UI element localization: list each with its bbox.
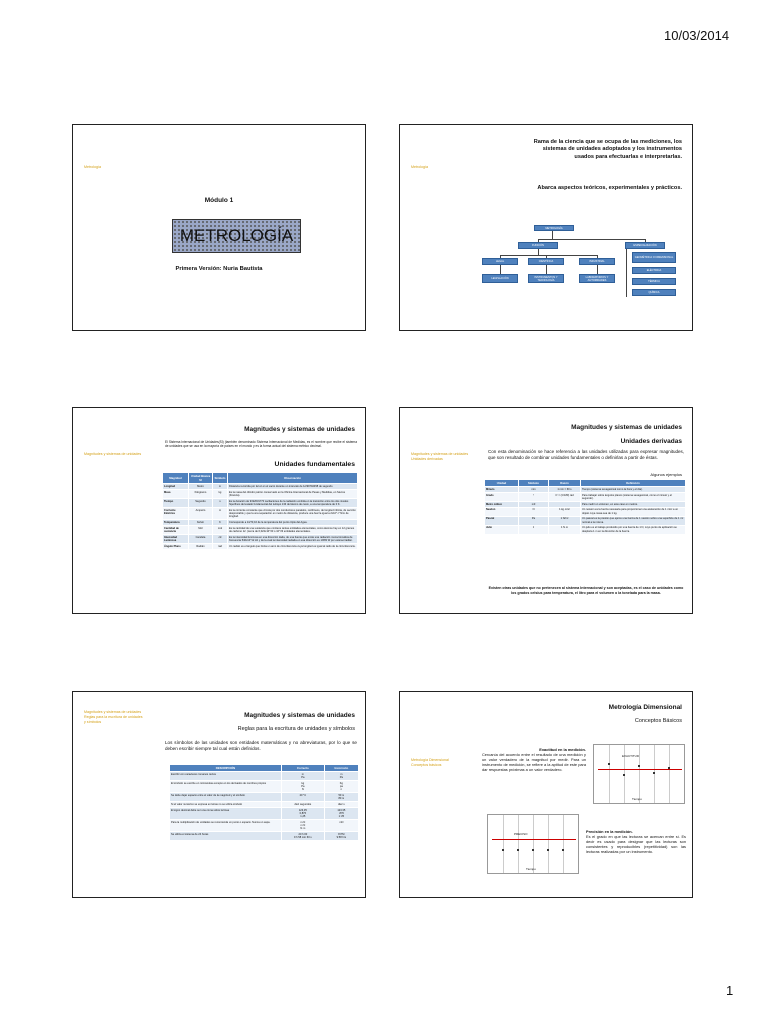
slide-subtitle: Unidades derivadas xyxy=(620,438,682,445)
true-value-line xyxy=(492,839,576,840)
table-cell: Metro xyxy=(189,484,213,490)
data-point xyxy=(623,774,625,776)
table-row xyxy=(163,507,358,519)
side-label-line: Unidades derivadas xyxy=(411,457,443,461)
table-cell: N xyxy=(519,507,549,516)
intro-text: El Sistema Internacional de Unidades(SI) (también denominado Sistema Internacional de Medidas, es el nombre que recibe el sistema de unidades que se usa en la mayoría de países en el mundo y es la forma actual del sistema métrico decimal. xyxy=(165,440,357,448)
table-cell: min xyxy=(519,487,549,493)
table-cell: Para medir un volumen, en este caso en metros. xyxy=(581,501,686,507)
table-cell: 1 N/m² xyxy=(549,516,581,525)
table-cell: Corriente Eléctrica xyxy=(163,507,189,519)
table-cell: Metro cúbico xyxy=(485,501,519,507)
examples-label: Algunos ejemplos xyxy=(650,472,682,477)
diagram-node: LEGAL xyxy=(482,258,518,265)
data-point xyxy=(608,763,610,765)
slide-title: Metrología Dimensional xyxy=(608,704,682,711)
precision-text: Es el grado en que las lecturas se acercan entre sí. Es decir es usado para designar que las lecturas son consistentes y reproducibles (repetitividad) son las lecturas realizadas por un instrumento. xyxy=(586,833,686,854)
table-cell: diez s xyxy=(324,802,358,808)
table-row xyxy=(485,492,686,501)
table-row xyxy=(485,507,686,516)
side-label-line: Conceptos básicos xyxy=(411,763,442,767)
table-cell: Tiempo xyxy=(163,498,189,507)
table-cell: Kelvin xyxy=(189,520,213,526)
side-label-line: Magnitudes y sistemas de unidades xyxy=(84,710,142,714)
column-header: Razón xyxy=(549,480,581,487)
x-axis-label: Tiempo xyxy=(632,797,642,801)
definition-text: Rama de la ciencia que se ocupa de las mediciones, los sistemas de unidades adoptados y los instrumentos usados para efectuarlas e interpretarlas. xyxy=(533,139,682,160)
diagram-node: ESPECIALIZACIÓN xyxy=(625,242,665,249)
column-header: Símbolo xyxy=(213,473,228,484)
data-point xyxy=(517,849,519,851)
table-cell: Ángulo Plano xyxy=(163,543,189,549)
table-cell: Un newton es la fuerza necesaria para proporcionar una aceleración de 1 m/s² a un objeto cuya masa sea de 1 kg. xyxy=(581,507,686,516)
diagram-node: LEGISLACIÓN xyxy=(482,274,518,283)
diagram-node: ELÉCTRICA xyxy=(632,267,676,274)
table-row xyxy=(163,525,358,534)
table-cell: mN xyxy=(324,820,358,832)
slide-title: Magnitudes y sistemas de unidades xyxy=(244,712,355,719)
note-text: Existen otras unidades que no pertenecen al sistema Internacional y son aceptadas, es el caso de unidades como los grados celsius para temperatura, el litro para el volumen o la tonelada para la masa. xyxy=(488,586,684,595)
table-cell: Es la cantidad de una sustancia que contiene tantas entidades elementales, como átomos hay en 12 gramos de carbono 12. (cerca de 6,022x10^23 o 10^23 entidades elementales. xyxy=(228,525,358,534)
slide-side-label xyxy=(411,452,471,462)
table-cell: º xyxy=(519,492,549,501)
slide-1[interactable] xyxy=(72,124,366,331)
table-row xyxy=(163,489,358,498)
table-cell: Se debe dejar espacio entre el valor de la magnitud y el símbolo xyxy=(170,793,282,802)
module-label: Módulo 1 xyxy=(204,197,234,204)
version-label: Primera Versión: Nuria Bautista xyxy=(175,266,263,272)
table-cell: Un radián es el ángulo que limita un arco de circunferencia cuya longitud es igual al radio de la circunferencia. xyxy=(228,543,358,549)
slide-3[interactable] xyxy=(72,407,366,614)
table-cell: Temperatura xyxy=(163,520,189,526)
data-point xyxy=(638,765,640,767)
table-cell: Kilogramo xyxy=(189,489,213,498)
table-cell: 1 kg·m/s² xyxy=(549,507,581,516)
precision-title: Precisión en la medición. xyxy=(586,829,633,834)
table-cell: Longitud xyxy=(163,484,189,490)
table-cell: Masa xyxy=(163,489,189,498)
table-cell: 20 °C xyxy=(282,793,325,802)
accuracy-chart xyxy=(593,744,685,804)
slide-side-label xyxy=(84,710,144,725)
x-axis-label: Tiempo xyxy=(526,867,536,871)
table-cell: Radián xyxy=(189,543,213,549)
table-cell: 8 PM 9:58 hrs xyxy=(324,832,358,841)
slide-title: METROLOGÍA xyxy=(179,226,294,245)
table-row xyxy=(163,498,358,507)
table-cell: 50 m 80 m xyxy=(324,793,358,802)
data-point xyxy=(547,849,549,851)
table-cell: kg xyxy=(213,489,228,498)
diagram-node: QUÍMICA xyxy=(632,289,676,296)
slide-subtitle: Reglas para la escritura de unidades y símbolos xyxy=(237,726,355,732)
diagram-node: TÉRMICA xyxy=(632,278,676,285)
page-number: 1 xyxy=(726,983,734,998)
column-header: Incorrecto xyxy=(324,765,358,772)
table-cell: K xyxy=(213,520,228,526)
table-cell: Un pascal es la presión que ejerce una fuerza de 1 newton sobre una superficie de 1 m² normal a la misma. xyxy=(581,516,686,525)
diagram-node: INDUSTRIAL xyxy=(579,258,615,265)
writing-rules-table xyxy=(169,764,359,841)
table-cell: diez segundos xyxy=(282,802,325,808)
table-cell: 1º = (π/180) rad xyxy=(549,492,581,501)
slide-title: Magnitudes y sistemas de unidades xyxy=(571,424,682,431)
accuracy-text: Cercanía del acuerdo entre el resultado de una medición y un valor verdadero de la magnitud por medir. Para un instrumento de medición, se refiere a la aptitud de este para dar respuestas próximas a un valor verdadero. xyxy=(482,751,586,772)
table-cell: Es la masa del cilindro patrón conservado en la Oficina Internacional de Pesas y Medidas, en Sèvres (Francia). xyxy=(228,489,358,498)
diagram-root: METROLOGÍA xyxy=(534,225,574,231)
table-cell: Tiempo (sistema sexagesimal como la hora y el día). xyxy=(581,487,686,493)
table-cell: Newton xyxy=(485,507,519,516)
diagram-node: LABORATORIOS Y AUTORIDADES xyxy=(579,274,615,283)
derived-units-table xyxy=(484,479,686,535)
slide-subtitle: Conceptos Básicos xyxy=(634,718,682,724)
column-header: Símbolo xyxy=(519,480,549,487)
table-cell: Segundo xyxy=(189,498,213,507)
units-table xyxy=(162,472,358,550)
slide-side-label xyxy=(411,758,471,768)
table-row xyxy=(485,516,686,525)
table-cell: rad xyxy=(213,543,228,549)
slide-4[interactable] xyxy=(399,407,693,614)
table-cell: m3 xyxy=(519,501,549,507)
side-label-line: Metrología Dimensional xyxy=(411,758,449,762)
table-cell: Intensidad Luminosa xyxy=(163,534,189,543)
table-cell: El signo decimal debe ser una coma sobre la línea xyxy=(170,808,282,820)
table-cell: Grado xyxy=(485,492,519,501)
table-cell: A xyxy=(213,507,228,519)
column-header: Magnitud xyxy=(163,473,189,484)
table-row xyxy=(170,808,359,820)
table-row xyxy=(170,793,359,802)
slide-2[interactable] xyxy=(399,124,693,331)
slide-5[interactable] xyxy=(72,691,366,898)
table-row xyxy=(163,543,358,549)
table-cell: Un julio es el trabajo producido por una fuerza de 1 N, cuyo punto de aplicación se desplaza 1 m en la dirección de la fuerza. xyxy=(581,525,686,534)
scope-text: Abarca aspectos teóricos, experimentales y prácticos. xyxy=(537,185,682,191)
table-row xyxy=(170,772,359,781)
data-point xyxy=(653,772,655,774)
table-row xyxy=(170,820,359,832)
table-cell: Pascal xyxy=(485,516,519,525)
column-header: Observación xyxy=(228,473,358,484)
table-cell: 1 min = 60 s xyxy=(549,487,581,493)
table-cell: Escribir con caracteres romanos rectos xyxy=(170,772,282,781)
table-row xyxy=(170,781,359,793)
side-label-line: Magnitudes y sistemas de unidades xyxy=(411,452,469,456)
accuracy-title: Exactitud en la medición. xyxy=(539,747,586,752)
column-header: Correcto xyxy=(282,765,325,772)
column-header: DESCRIPCIÓN xyxy=(170,765,282,772)
table-cell: Mol xyxy=(189,525,213,534)
table-cell: m Pa xyxy=(282,772,325,781)
table-cell: Corresponde a 1/273,16 de la temperatura del punto triple del Agua. xyxy=(228,520,358,526)
chart-label: PRECISO xyxy=(514,832,528,836)
table-cell: Se utiliza el sistema de 24 horas xyxy=(170,832,282,841)
precision-chart xyxy=(487,814,579,874)
table-cell: cd xyxy=(213,534,228,543)
table-row xyxy=(170,832,359,841)
table-cell: 1 N·m xyxy=(549,525,581,534)
table-cell: kg Pa N xyxy=(282,781,325,793)
diagram-node: INSTRUMENTOS Y TECNOLOGÍA xyxy=(528,274,564,283)
table-cell: mol xyxy=(213,525,228,534)
accuracy-block xyxy=(482,748,586,773)
intro-text: Los símbolos de las unidades son entidades matemáticas y no abreviaturas, por lo que se deben escribir siempre tal cual están definidos. xyxy=(165,740,357,751)
table-title: Unidades fundamentales xyxy=(274,461,355,468)
diagram-node: GEOMÉTRICA O DIMENSIONAL xyxy=(632,252,676,263)
table-cell: Pa xyxy=(519,516,549,525)
chart-label: EXACTITUD xyxy=(622,754,640,758)
diagram-node: FUNCIÓN xyxy=(518,242,558,249)
slide-title: Magnitudes y sistemas de unidades xyxy=(244,426,355,433)
precision-block xyxy=(586,830,686,855)
slide-side-label: Metrología xyxy=(84,165,101,169)
table-cell: 20 h 00 9 h 58 min 60 s xyxy=(282,832,325,841)
table-cell: 123.35 .876 1.'25 xyxy=(324,808,358,820)
column-header: Definición xyxy=(581,480,686,487)
diagram-node: CIENTÍFICA xyxy=(528,258,564,265)
slide-6[interactable] xyxy=(399,691,693,898)
table-cell: Para la multiplicación de unidades se recomienda un punto o espacio. Nunca un aspa. xyxy=(170,820,282,832)
table-cell: Amperio xyxy=(189,507,213,519)
table-cell: 123,35 0,876 1,25 xyxy=(282,808,325,820)
side-label-line: Reglas para la escritura de unidades y símbolos xyxy=(84,715,143,724)
title-banner xyxy=(172,219,301,253)
table-row xyxy=(163,534,358,543)
data-point xyxy=(532,849,534,851)
data-point xyxy=(502,849,504,851)
intro-text: Con esta denominación se hace referencia a las unidades utilizadas para expresar magnitudes, que son resultado de combinar unidades fundamentales o definirlas a partir de éstas. xyxy=(488,449,684,460)
table-cell: Es la intensidad luminosa en una dirección dada, de una fuente que emite una radiación monocromática de frecuencia 540x10^12 Hz y de la cual la intensidad radiada en esa dirección es 1/683 W por estereorradián. xyxy=(228,534,358,543)
table-cell: Cantidad de sustancia xyxy=(163,525,189,534)
table-cell: Distancia recorrida por la luz en el vacío durante un intervalo de 1/299792458 de segundo xyxy=(228,484,358,490)
table-cell: Es la duración de 9192631770 oscilaciones de la radiación emitida en la transición entre los dos niveles hiperfinos del estado fundamental del isótopo 133 del átomo de cesio, a una temperatura de 0 K. xyxy=(228,498,358,507)
table-row xyxy=(485,525,686,534)
table-cell: m Pa xyxy=(324,772,358,781)
table-cell: s xyxy=(213,498,228,507)
page-date: 10/03/2014 xyxy=(664,28,730,43)
table-cell: El símbolo se escribe en minúsculas excepto en los derivados de nombres propios xyxy=(170,781,282,793)
slide-side-label: Metrología xyxy=(411,165,428,169)
table-cell: Minuto xyxy=(485,487,519,493)
table-cell: Candela xyxy=(189,534,213,543)
table-cell: m·N m N N·m xyxy=(282,820,325,832)
table-cell: m xyxy=(213,484,228,490)
table-cell: Es la corriente constante que circula por dos conductores paralelos, rectilíneos, de longitud infinita, de sección despreciable y que la una separación en metro de distancia, produce una fuerza igual a 2x10^-7 N/m de longitud. xyxy=(229,508,356,518)
table-cell: Kg pa n xyxy=(324,781,358,793)
slide-side-label: Magnitudes y sistemas de unidades xyxy=(84,452,142,456)
data-point xyxy=(562,849,564,851)
table-cell: Julio xyxy=(485,525,519,534)
column-header: Unidad xyxy=(485,480,519,487)
table-cell: J xyxy=(519,525,549,534)
column-header: Unidad Básica SI xyxy=(189,473,213,484)
table-cell: Si el valor numérico se expresa en letras no se utiliza símbolo xyxy=(170,802,282,808)
table-cell: Para trabajar sobre ángulos planos (sistema sexagesimal, como el minuto y el segundo). xyxy=(581,492,686,501)
data-point xyxy=(668,767,670,769)
